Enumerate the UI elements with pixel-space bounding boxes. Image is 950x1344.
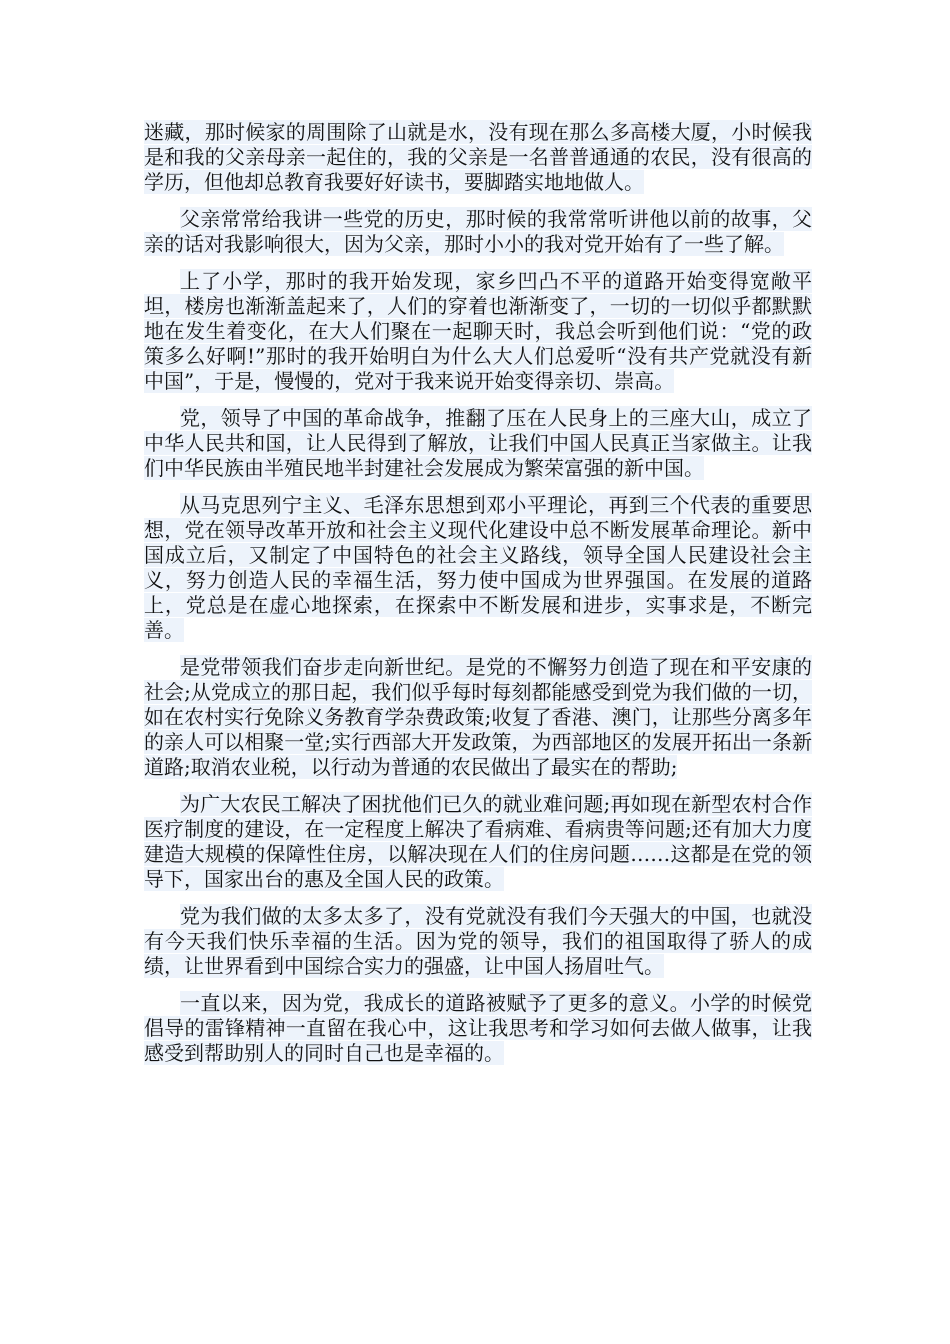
paragraph-1 — [144, 120, 812, 195]
paragraph-text: 从马克思列宁主义、毛泽东思想到邓小平理论，再到三个代表的重要思想，党在领导改革开放和社会主义现代化建设中总不断发展革命理论。新中国成立后，又制定了中国特色的社会主义路线，领导全国人民建设社会主义，努力创造人民的幸福生活，努力使中国成为世界强国。在发展的道路上，党总是在虚心地探索，在探索中不断发展和进步，实事求是，不断完善。 — [144, 493, 812, 642]
paragraph-8 — [144, 904, 812, 979]
paragraph-5 — [144, 493, 812, 643]
paragraph-text: 迷藏，那时候家的周围除了山就是水，没有现在那么多高楼大厦，小时候我是和我的父亲母亲一起住的，我的父亲是一名普普通通的农民，没有很高的学历，但他却总教育我要好好读书，要脚踏实地地做人。 — [144, 120, 812, 194]
paragraph-4 — [144, 406, 812, 481]
paragraph-2 — [144, 207, 812, 257]
paragraph-text: 是党带领我们奋步走向新世纪。是党的不懈努力创造了现在和平安康的社会;从党成立的那日起，我们似乎每时每刻都能感受到党为我们做的一切，如在农村实行免除义务教育学杂费政策;收复了香港、澳门，让那些分离多年的亲人可以相聚一堂;实行西部大开发政策，为西部地区的发展开拓出一条新道路;取消农业税，以行动为普通的农民做出了最实在的帮助; — [144, 655, 812, 779]
paragraph-text: 一直以来，因为党，我成长的道路被赋予了更多的意义。小学的时候党倡导的雷锋精神一直留在我心中，这让我思考和学习如何去做人做事，让我感受到帮助别人的同时自己也是幸福的。 — [144, 991, 812, 1065]
document-body — [144, 120, 812, 1078]
paragraph-text: 党，领导了中国的革命战争，推翻了压在人民身上的三座大山，成立了中华人民共和国，让人民得到了解放，让我们中国人民真正当家做主。让我们中华民族由半殖民地半封建社会发展成为繁荣富强的新中国。 — [144, 406, 812, 480]
paragraph-text: 党为我们做的太多太多了，没有党就没有我们今天强大的中国，也就没有今天我们快乐幸福的生活。因为党的领导，我们的祖国取得了骄人的成绩，让世界看到中国综合实力的强盛，让中国人扬眉吐气。 — [144, 904, 812, 978]
paragraph-text: 上了小学，那时的我开始发现，家乡凹凸不平的道路开始变得宽敞平坦，楼房也渐渐盖起来了，人们的穿着也渐渐变了，一切的一切似乎都默默地在发生着变化，在大人们聚在一起聊天时，我总会听到他们说：“党的政策多么好啊!”那时的我开始明白为什么大人们总爱听“没有共产党就没有新中国”，于是，慢慢的，党对于我来说开始变得亲切、崇高。 — [144, 269, 812, 393]
paragraph-6 — [144, 655, 812, 780]
paragraph-3 — [144, 269, 812, 394]
paragraph-7 — [144, 792, 812, 892]
paragraph-text: 为广大农民工解决了困扰他们已久的就业难问题;再如现在新型农村合作医疗制度的建设，在一定程度上解决了看病难、看病贵等问题;还有加大力度建造大规模的保障性住房，以解决现在人们的住房问题……这都是在党的领导下，国家出台的惠及全国人民的政策。 — [144, 792, 812, 891]
paragraph-text: 父亲常常给我讲一些党的历史，那时候的我常常听讲他以前的故事，父亲的话对我影响很大，因为父亲，那时小小的我对党开始有了一些了解。 — [144, 207, 812, 256]
paragraph-9 — [144, 991, 812, 1066]
